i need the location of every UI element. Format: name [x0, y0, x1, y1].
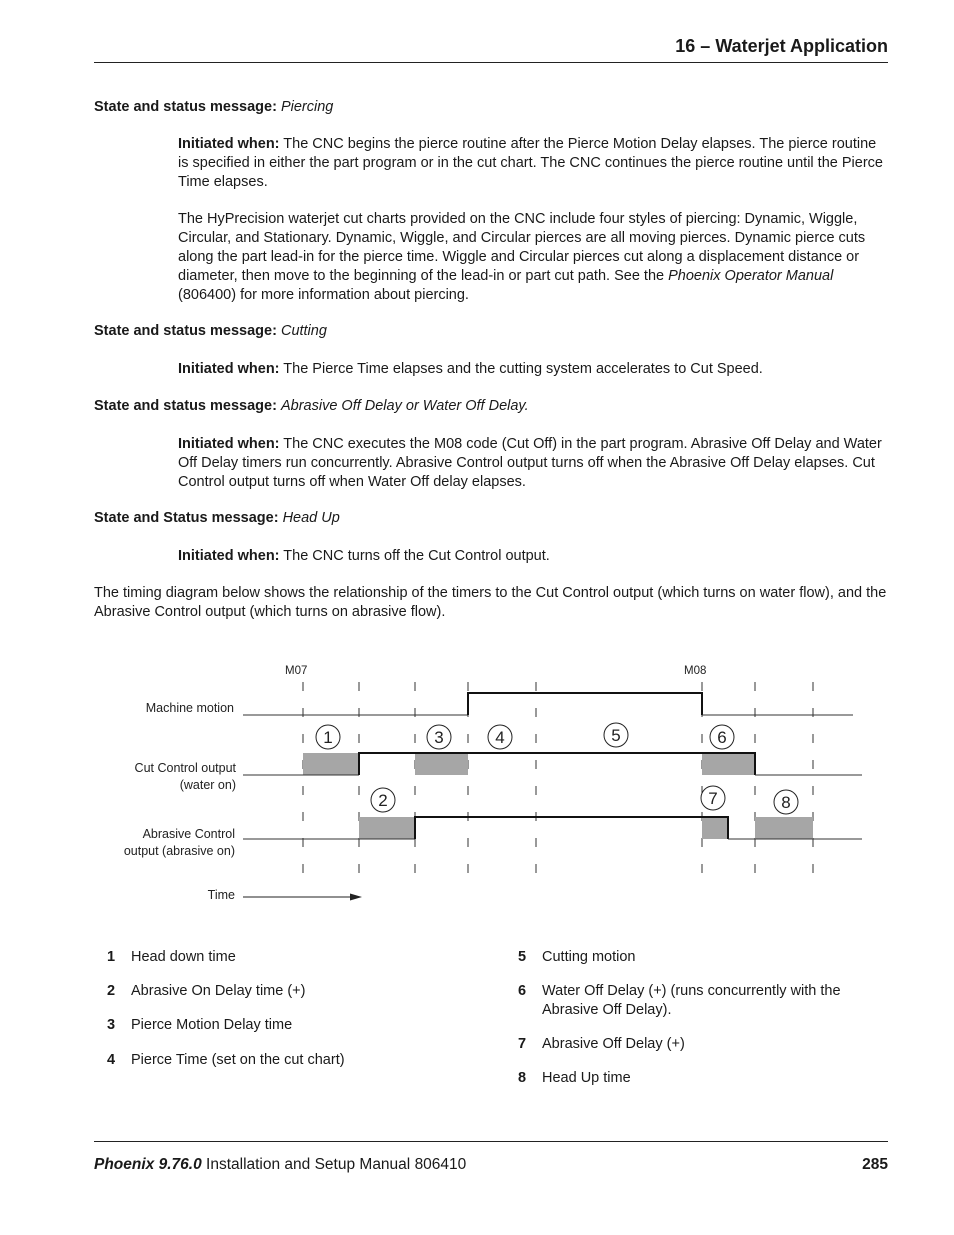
callout-1: 1 [323, 728, 333, 747]
legend-number: 6 [518, 983, 527, 999]
legend-text: Pierce Time (set on the cut chart) [131, 1052, 345, 1068]
time-arrow-head [350, 894, 362, 901]
footer-rule [94, 1141, 888, 1142]
initiated-label: Initiated when: [178, 548, 280, 564]
initiated-label: Initiated when: [178, 361, 280, 377]
m08-label: M08 [684, 665, 707, 677]
initiated-label: Initiated when: [178, 436, 280, 452]
legend-number: 4 [107, 1052, 116, 1068]
document-number: 806410 [414, 1156, 467, 1173]
legend-number: 5 [518, 949, 527, 965]
initiated-text: The CNC begins the pierce routine after the Pierce Motion Delay elapses. The pierce routine is specified in either the part program or in the cut chart. The CNC continues the pierce routine until the Pierce Time elapses. [178, 136, 883, 190]
initiated-label: Initiated when: [178, 136, 280, 152]
callout-3: 3 [434, 728, 444, 747]
page-number: 285 [862, 1156, 888, 1173]
state-heading-piercing [94, 98, 333, 117]
time-axis-label: Time [207, 888, 235, 902]
legend-number: 3 [107, 1017, 116, 1033]
cut-control-sublabel: (water on) [179, 778, 236, 792]
section-title: 16 – Waterjet Application [675, 36, 888, 56]
interval-abrasive-on-delay [359, 817, 415, 839]
legend-text: Abrasive Off Delay (+) [542, 1036, 685, 1052]
footer-manual-title [94, 1156, 466, 1174]
interval-head-down [303, 753, 359, 775]
machine-motion-label: Machine motion [145, 701, 234, 715]
initiated-text: The CNC executes the M08 code (Cut Off) in the part program. Abrasive Off Delay and Water Off Delay timers run concurrently. Abrasive Control output turns off when the Abrasive Off Delay elapses. Cut Control output turns off when Water Off delay elapses. [178, 436, 882, 490]
callout-6: 6 [717, 728, 727, 747]
callout-2: 2 [378, 791, 388, 810]
piercing-initiated [178, 135, 890, 192]
legend-text: Pierce Motion Delay time [131, 1017, 293, 1033]
abrasive-control-label: Abrasive Control [142, 827, 235, 841]
state-heading-off-delay [94, 397, 529, 416]
interval-water-off-delay [702, 753, 755, 775]
head-up-initiated [178, 547, 890, 566]
manual-name: Installation and Setup Manual [206, 1156, 411, 1173]
interval-abrasive-off-delay [702, 817, 728, 839]
cut-control-label: Cut Control output [134, 761, 236, 775]
legend-number: 8 [518, 1070, 527, 1086]
legend-number: 7 [518, 1036, 527, 1052]
state-label: State and Status message: [94, 510, 279, 526]
abrasive-control-high [415, 817, 728, 839]
state-value: Piercing [280, 99, 334, 115]
legend-text: Cutting motion [542, 949, 636, 965]
interval-pierce-motion-delay [415, 753, 468, 775]
state-heading-cutting [94, 322, 327, 341]
interval-head-up [755, 817, 813, 839]
state-value: Head Up [282, 510, 340, 526]
initiated-text: The Pierce Time elapses and the cutting system accelerates to Cut Speed. [283, 361, 763, 377]
paragraph-text: (806400) for more information about piercing. [178, 287, 469, 303]
initiated-text: The CNC turns off the Cut Control output. [283, 548, 550, 564]
paragraph-text: The HyPrecision waterjet cut charts provided on the CNC include four styles of piercing: Dynamic, Wiggle, Circular, and Stationary. Dynamic, Wiggle, and Circular pierces are all moving pierces. Dynamic pierce cuts along the part lead-in for the pierce time. Wiggle and Circular pierces cut along a displacement distance or diameter, then move to the beginning of the lead-in or part cut path. See the [178, 211, 866, 284]
state-label: State and status message: [94, 323, 277, 339]
legend-text-continued: Abrasive Off Delay). [542, 1002, 672, 1018]
legend-text: Head Up time [542, 1070, 631, 1086]
legend-number: 2 [107, 983, 116, 999]
state-label: State and status message: [94, 99, 277, 115]
state-value: Cutting [280, 323, 327, 339]
state-label: State and status message: [94, 398, 277, 414]
legend-text: Head down time [131, 949, 236, 965]
callout-5: 5 [611, 726, 621, 745]
callout-4: 4 [495, 728, 505, 747]
cutting-initiated [178, 360, 890, 379]
piercing-styles-paragraph [178, 210, 890, 305]
machine-motion-high [468, 693, 702, 715]
legend-number: 1 [107, 949, 116, 965]
state-value: Abrasive Off Delay or Water Off Delay. [280, 398, 529, 414]
off-delay-initiated [178, 435, 890, 492]
state-heading-head-up [94, 509, 340, 528]
header-rule [94, 62, 888, 63]
timing-intro-paragraph: The timing diagram below shows the relationship of the timers to the Cut Control output (which turns on water flow), and the Abrasive Control output (which turns on abrasive flow). [94, 585, 887, 620]
product-name: Phoenix 9.76.0 [94, 1156, 202, 1173]
manual-reference: Phoenix Operator Manual [668, 268, 834, 284]
abrasive-control-sublabel: output (abrasive on) [123, 844, 235, 858]
time-markers [303, 682, 813, 885]
legend-text: Water Off Delay (+) (runs concurrently with the [542, 983, 841, 999]
m07-label: M07 [285, 665, 308, 677]
callout-7: 7 [708, 789, 718, 808]
callout-8: 8 [781, 793, 791, 812]
timing-diagram [0, 650, 954, 910]
legend-text: Abrasive On Delay time (+) [131, 983, 306, 999]
